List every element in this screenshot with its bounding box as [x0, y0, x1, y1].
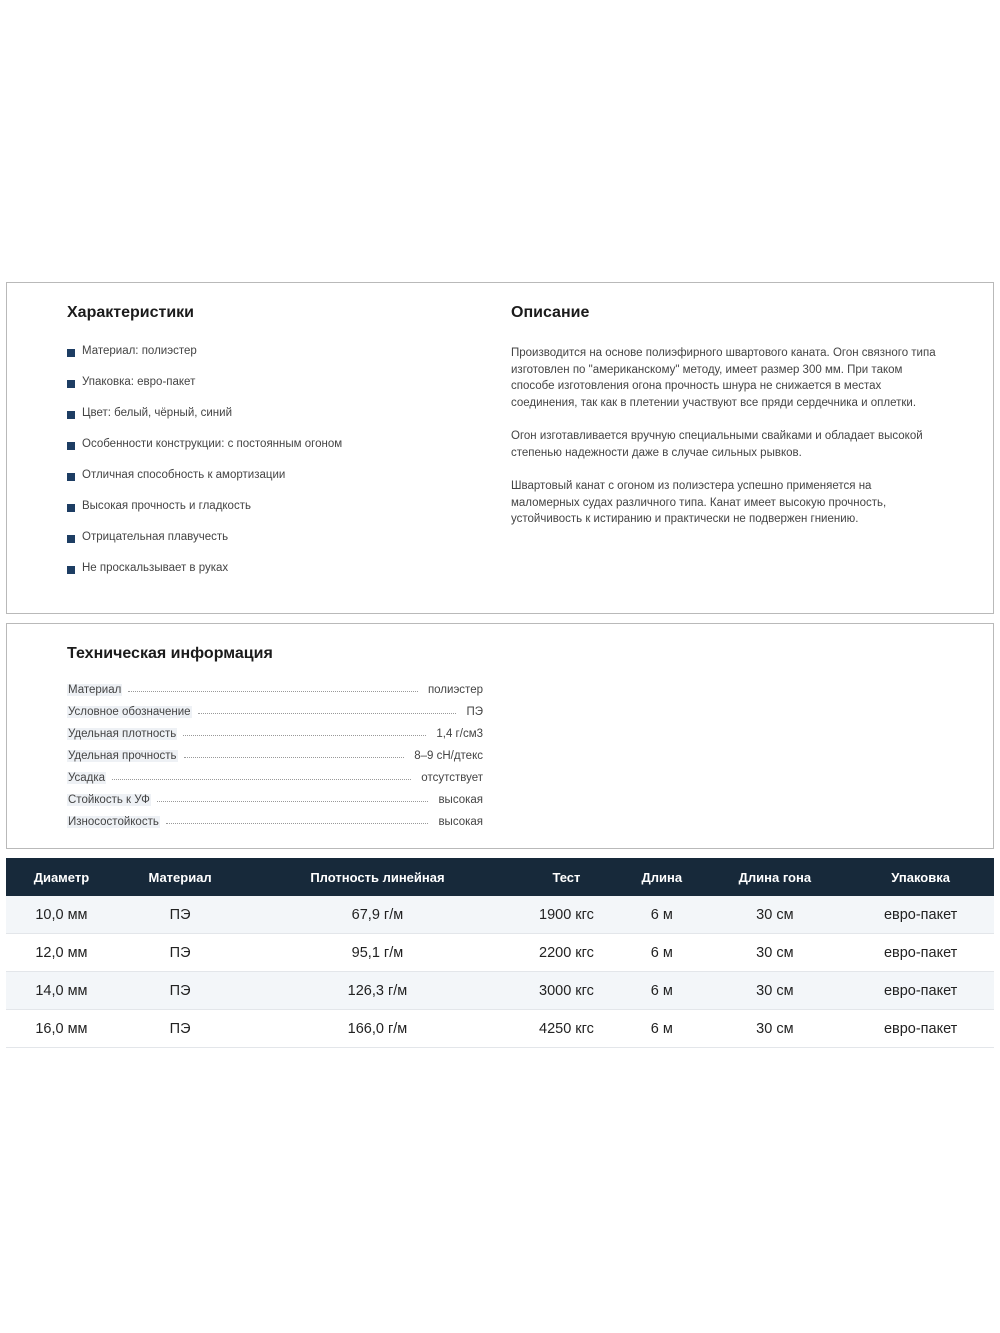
square-bullet-icon	[67, 504, 75, 512]
tech-row	[67, 718, 483, 740]
square-bullet-icon	[67, 380, 75, 388]
dotted-leader	[128, 691, 418, 692]
table-cell: 6 м	[621, 1010, 702, 1048]
tech-value: ПЭ	[466, 706, 483, 718]
table-cell: 30 см	[702, 972, 847, 1010]
description-paragraph: Швартовый канат с огоном из полиэстера успешно применяется на маломерных судах различного типа. Канат имеет высокую прочность, устойчивость к истиранию и практически не подвержен гниению.	[511, 480, 887, 525]
table-cell: 6 м	[621, 896, 702, 934]
table-cell: 30 см	[702, 934, 847, 972]
table-cell: 6 м	[621, 972, 702, 1010]
table-cell: 126,3 г/м	[243, 972, 511, 1010]
characteristics-title: Характеристики	[67, 304, 195, 321]
tech-value: отсутствует	[421, 772, 483, 784]
table-cell: 4250 кгс	[512, 1010, 622, 1048]
table-cell: 2200 кгс	[512, 934, 622, 972]
tech-row	[67, 762, 483, 784]
tech-row	[67, 784, 483, 806]
characteristics-description-panel	[6, 282, 994, 614]
tech-value: 8–9 сН/дтекс	[414, 750, 483, 762]
table-header-row	[6, 858, 994, 896]
table-cell: евро-пакет	[847, 972, 994, 1010]
table-cell: 30 см	[702, 896, 847, 934]
characteristics-list	[67, 345, 342, 593]
column-header-linear-density: Плотность линейная	[243, 858, 511, 896]
tech-label: Стойкость к УФ	[68, 794, 150, 806]
dotted-leader	[157, 801, 429, 802]
list-item: Цвет: белый, чёрный, синий	[67, 407, 342, 438]
spec-table	[6, 858, 994, 1048]
tech-info-title: Техническая информация	[67, 645, 273, 662]
table-cell: 166,0 г/м	[243, 1010, 511, 1048]
description-paragraph: Огон изготавливается вручную специальными свайками и обладает высокой степенью надежности даже в случае сильных рывков.	[511, 430, 923, 459]
table-row	[6, 972, 994, 1010]
square-bullet-icon	[67, 442, 75, 450]
square-bullet-icon	[67, 349, 75, 357]
dotted-leader	[184, 757, 405, 758]
table-cell: 95,1 г/м	[243, 934, 511, 972]
column-header-material: Материал	[117, 858, 243, 896]
table-cell: 30 см	[702, 1010, 847, 1048]
table-cell: евро-пакет	[847, 934, 994, 972]
table-cell: 12,0 мм	[6, 934, 117, 972]
tech-value: полиэстер	[427, 684, 483, 696]
list-item: Высокая прочность и гладкость	[67, 500, 342, 531]
description-body	[511, 345, 941, 545]
square-bullet-icon	[67, 535, 75, 543]
tech-value: высокая	[438, 794, 483, 806]
list-item: Отрицательная плавучесть	[67, 531, 342, 562]
tech-label: Удельная плотность	[68, 728, 177, 740]
list-item: Материал: полиэстер	[67, 345, 342, 376]
table-cell: 1900 кгс	[512, 896, 622, 934]
tech-info-list	[67, 674, 483, 828]
table-row	[6, 934, 994, 972]
column-header-length: Длина	[621, 858, 702, 896]
table-row	[6, 896, 994, 934]
dotted-leader	[198, 713, 457, 714]
tech-info-panel	[6, 623, 994, 849]
dotted-leader	[166, 823, 429, 824]
tech-label: Материал	[68, 684, 122, 696]
list-item: Не проскальзывает в руках	[67, 562, 342, 593]
table-cell: 16,0 мм	[6, 1010, 117, 1048]
table-cell: ПЭ	[117, 972, 243, 1010]
table-cell: 10,0 мм	[6, 896, 117, 934]
table-cell: 6 м	[621, 934, 702, 972]
table-row	[6, 1010, 994, 1048]
column-header-diameter: Диаметр	[6, 858, 117, 896]
square-bullet-icon	[67, 411, 75, 419]
dotted-leader	[183, 735, 426, 736]
tech-label: Износостойкость	[68, 816, 159, 828]
list-item: Отличная способность к амортизации	[67, 469, 342, 500]
table-cell: 67,9 г/м	[243, 896, 511, 934]
list-item: Упаковка: евро-пакет	[67, 376, 342, 407]
table-cell: евро-пакет	[847, 896, 994, 934]
table-cell: 3000 кгс	[512, 972, 622, 1010]
tech-row	[67, 674, 483, 696]
table-cell: ПЭ	[117, 896, 243, 934]
tech-row	[67, 806, 483, 828]
square-bullet-icon	[67, 473, 75, 481]
tech-row	[67, 696, 483, 718]
table-cell: ПЭ	[117, 934, 243, 972]
tech-label: Усадка	[68, 772, 106, 784]
tech-value: высокая	[438, 816, 483, 828]
dotted-leader	[112, 779, 411, 780]
column-header-test: Тест	[512, 858, 622, 896]
tech-row	[67, 740, 483, 762]
tech-value: 1,4 г/см3	[436, 728, 483, 740]
column-header-packaging: Упаковка	[847, 858, 994, 896]
column-header-eye-length: Длина гона	[702, 858, 847, 896]
tech-label: Условное обозначение	[68, 706, 191, 718]
table-cell: евро-пакет	[847, 1010, 994, 1048]
description-title: Описание	[511, 304, 590, 321]
description-paragraph: Производится на основе полиэфирного швартового каната. Огон связного типа изготовлен по "американскому" методу, имеет размер 300 мм. При таком способе изготовления огона прочность шнура не снижается в местах соединения, так как в плетении участвуют все пряди сердечника и оплетки.	[511, 347, 936, 409]
tech-label: Удельная прочность	[68, 750, 177, 762]
table-cell: 14,0 мм	[6, 972, 117, 1010]
list-item: Особенности конструкции: с постоянным огоном	[67, 438, 342, 469]
square-bullet-icon	[67, 566, 75, 574]
table-cell: ПЭ	[117, 1010, 243, 1048]
